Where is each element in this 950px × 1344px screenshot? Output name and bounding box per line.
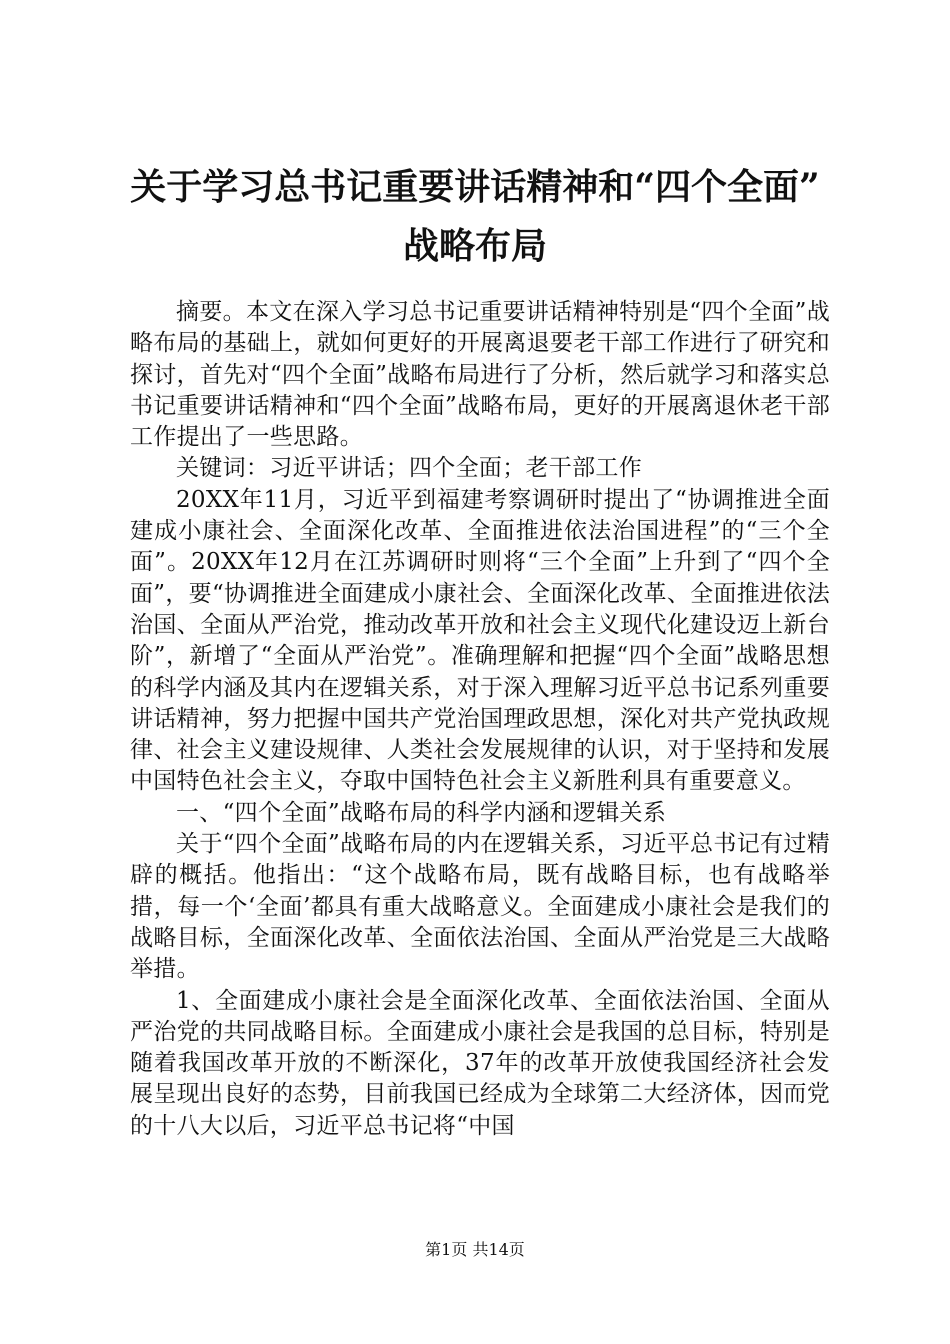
page-footer: 第1页 共14页 xyxy=(425,1240,525,1259)
keywords-paragraph: 关键词：习近平讲话；四个全面；老干部工作 xyxy=(176,455,642,482)
body-paragraph: 关于“四个全面”战略布局的内在逻辑关系，习近平总书记有过精辟的概括。他指出：“这个战略布局，既有战略目标，也有战略举措，每一个‘全面’都具有重大战略意义。全面建成小康社会是我们的战略目标，全面深化改革、全面依法治国、全面从严治党是三大战略举措。 xyxy=(130,831,830,983)
body-paragraph: 20XX年11月，习近平到福建考察调研时提出了“协调推进全面建成小康社会、全面深化改革、全面推进依法治国进程”的“三个全面”。20XX年12月在江苏调研时则将“三个全面”上升到了“四个全面”，要“协调推进全面建成小康社会、全面深化改革、全面推进依法治国、全面从严治党，推动改革开放和社会主义现代化建设迈上新台阶”，新增了“全面从严治党”。准确理解和把握“四个全面”战略思想的科学内涵及其内在逻辑关系，对于深入理解习近平总书记系列重要讲话精神，努力把握中国共产党治国理政思想，深化对共产党执政规律、社会主义建设规律、人类社会发展规律的认识，对于坚持和发展中国特色社会主义，夺取中国特色社会主义新胜利具有重要意义。 xyxy=(130,486,830,795)
document-title-line-1: 关于学习总书记重要讲话精神和“四个全面” xyxy=(130,166,820,208)
document-body xyxy=(130,297,830,1142)
document-title-line-2: 战略布局 xyxy=(402,225,547,267)
abstract-paragraph: 摘要。本文在深入学习总书记重要讲话精神特别是“四个全面”战略布局的基础上，就如何更好的开展离退要老干部工作进行了研究和探讨，首先对“四个全面”战略布局进行了分析，然后就学习和落实总书记重要讲话精神和“四个全面”战略布局，更好的开展离退休老干部工作提出了一些思路。 xyxy=(130,299,830,451)
section-heading: 一、“四个全面”战略布局的科学内涵和逻辑关系 xyxy=(176,799,667,826)
body-paragraph: 1、全面建成小康社会是全面深化改革、全面依法治国、全面从严治党的共同战略目标。全面建成小康社会是我国的总目标，特别是随着我国改革开放的不断深化，37年的改革开放使我国经济社会发展呈现出良好的态势，目前我国已经成为全球第二大经济体，因而党的十八大以后，习近平总书记将“中国 xyxy=(130,987,830,1139)
